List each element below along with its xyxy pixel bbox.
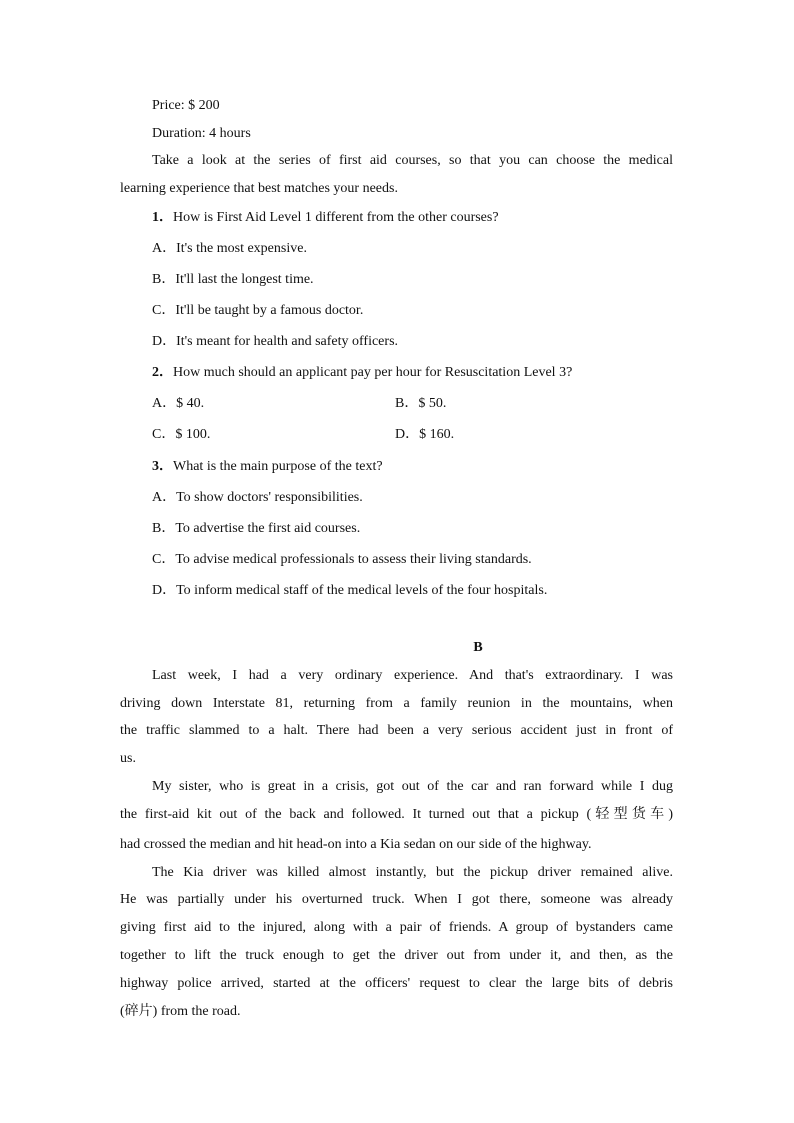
q3-option-c: C．To advise medical professionals to assess their living standards. (152, 552, 532, 567)
q2-option-a: A．$ 40. (152, 396, 205, 411)
para3-line-1: The Kia driver was killed almost instantly, but the pickup driver remained alive. (152, 865, 673, 880)
section-b-title: B (473, 640, 483, 655)
q2-option-c: C．$ 100. (152, 427, 211, 442)
para1-line-4: us. (120, 751, 136, 766)
para1-line-2: driving down Interstate 81, returning from a family reunion in the mountains, when (120, 696, 673, 711)
q3-option-b: B．To advertise the first aid courses. (152, 521, 361, 536)
para3-line-3: giving first aid to the injured, along with a pair of friends. A group of bystanders came (120, 920, 673, 935)
question-3 (152, 458, 383, 476)
para3-line-4: together to lift the truck enough to get the driver out from under it, and then, as the (120, 948, 673, 963)
para1-line-1: Last week, I had a very ordinary experience. And that's extraordinary. I was (152, 668, 673, 683)
intro-line-1: Take a look at the series of first aid courses, so that you can choose the medical (152, 153, 673, 168)
q2-option-b: B．$ 50. (395, 396, 447, 411)
question-number: 1． (152, 210, 173, 225)
question-text: How is First Aid Level 1 different from the other courses? (173, 210, 499, 225)
para3-line-2: He was partially under his overturned truck. When I got there, someone was already (120, 892, 673, 907)
question-1 (152, 209, 499, 227)
q2-options-row-2 (152, 426, 673, 444)
question-2 (152, 364, 572, 382)
q3-option-a: A．To show doctors' responsibilities. (152, 490, 363, 505)
para1-line-3: the traffic slammed to a halt. There had been a very serious accident just in front of (120, 723, 673, 738)
duration-line: Duration: 4 hours (152, 126, 251, 141)
para3-line-5: highway police arrived, started at the officers' request to clear the large bits of debris (120, 976, 673, 991)
para2-line-2: the first-aid kit out of the back and followed. It turned out that a pickup (轻型货车) (120, 807, 673, 822)
question-text: What is the main purpose of the text? (173, 459, 383, 474)
q1-option-d: D．It's meant for health and safety officers. (152, 334, 399, 349)
para2-line-1: My sister, who is great in a crisis, got out of the car and ran forward while I dug (152, 779, 673, 794)
para3-line-6: (碎片) from the road. (120, 1004, 241, 1019)
q2-option-d: D．$ 160. (395, 427, 455, 442)
para2-line-3: had crossed the median and hit head-on into a Kia sedan on our side of the highway. (120, 837, 592, 852)
q1-option-b: B．It'll last the longest time. (152, 272, 314, 287)
question-number: 2． (152, 365, 173, 380)
price-line: Price: $ 200 (152, 98, 220, 113)
q1-option-a: A．It's the most expensive. (152, 241, 307, 256)
q2-options-row-1 (152, 395, 673, 413)
q1-option-c: C．It'll be taught by a famous doctor. (152, 303, 364, 318)
question-text: How much should an applicant pay per hour for Resuscitation Level 3? (173, 365, 573, 380)
q3-option-d: D．To inform medical staff of the medical levels of the four hospitals. (152, 583, 548, 598)
intro-line-2: learning experience that best matches your needs. (120, 181, 398, 196)
question-number: 3． (152, 459, 173, 474)
